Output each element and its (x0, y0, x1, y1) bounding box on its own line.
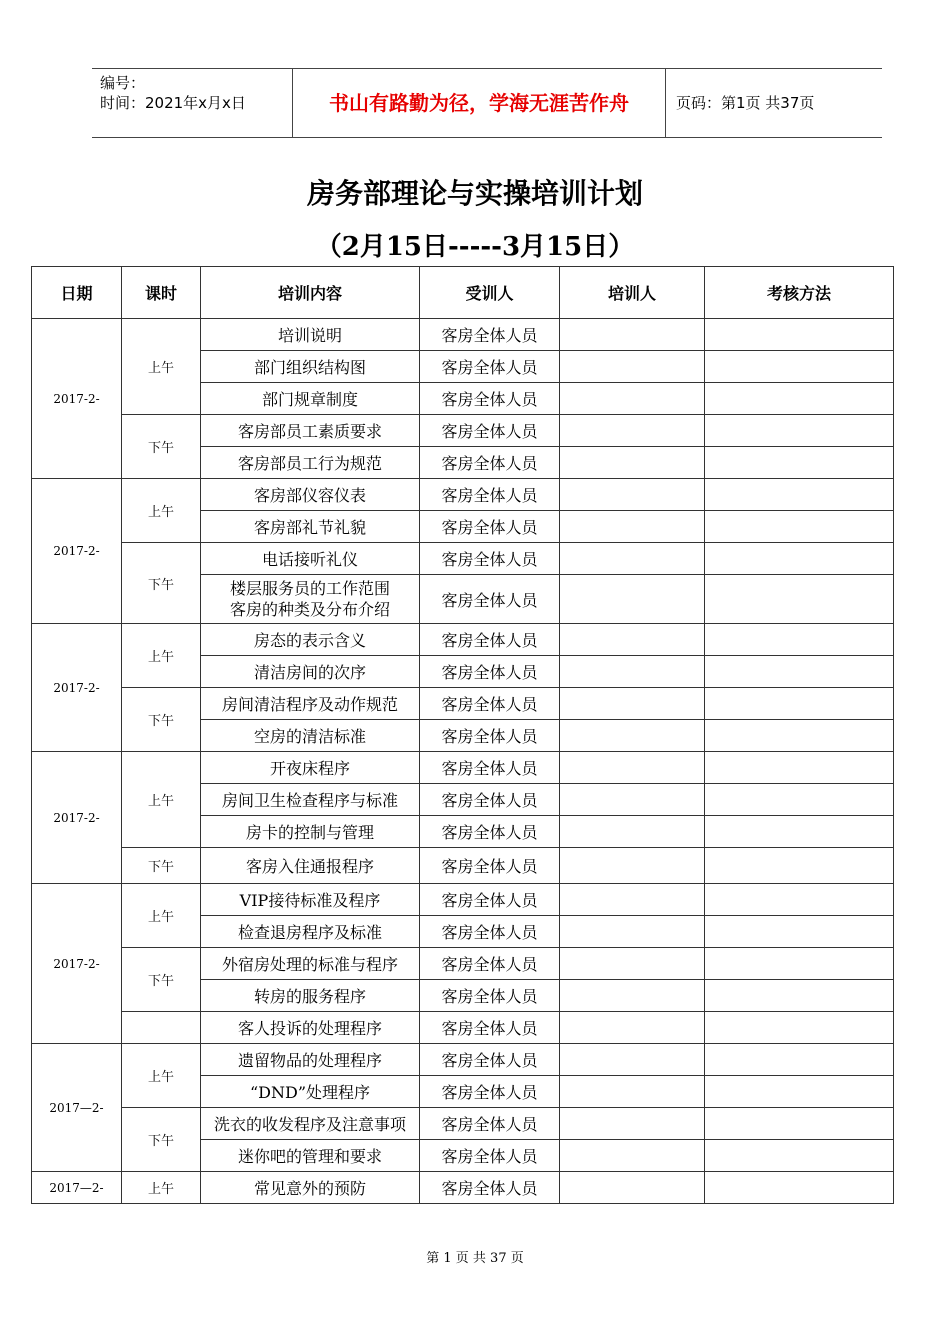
period-cell: 上午 (122, 752, 201, 848)
assessment-cell (705, 816, 894, 848)
period-cell: 下午 (122, 688, 201, 752)
table-row (32, 415, 894, 447)
content-cell: 电话接听礼仪 (201, 543, 420, 575)
assessment-cell (705, 784, 894, 816)
content-cell: 转房的服务程序 (201, 980, 420, 1012)
period-cell: 上午 (122, 319, 201, 415)
trainer-cell (560, 1044, 705, 1076)
content-cell: 洗衣的收发程序及注意事项 (201, 1108, 420, 1140)
column-header-assessment: 考核方法 (705, 267, 894, 319)
content-cell: 常见意外的预防 (201, 1172, 420, 1204)
trainee-cell: 客房全体人员 (420, 816, 560, 848)
date-cell: 2017—2- (32, 1044, 122, 1172)
content-cell: 客人投诉的处理程序 (201, 1012, 420, 1044)
trainee-cell: 客房全体人员 (420, 1108, 560, 1140)
trainer-cell (560, 980, 705, 1012)
assessment-cell (705, 848, 894, 884)
trainer-cell (560, 916, 705, 948)
period-cell: 下午 (122, 948, 201, 1012)
date-cell: 2017-2- (32, 319, 122, 479)
content-cell: 空房的清洁标准 (201, 720, 420, 752)
trainer-cell (560, 884, 705, 916)
assessment-cell (705, 948, 894, 980)
trainee-cell: 客房全体人员 (420, 1044, 560, 1076)
training-plan-table (31, 266, 894, 1204)
trainee-cell: 客房全体人员 (420, 319, 560, 351)
table-row (32, 543, 894, 575)
trainer-cell (560, 511, 705, 543)
assessment-cell (705, 415, 894, 447)
period-cell: 下午 (122, 848, 201, 884)
trainer-cell (560, 447, 705, 479)
trainee-cell: 客房全体人员 (420, 1012, 560, 1044)
assessment-cell (705, 980, 894, 1012)
column-header-content: 培训内容 (201, 267, 420, 319)
trainee-cell: 客房全体人员 (420, 688, 560, 720)
trainer-cell (560, 351, 705, 383)
assessment-cell (705, 1044, 894, 1076)
assessment-cell (705, 575, 894, 624)
content-cell: 房卡的控制与管理 (201, 816, 420, 848)
trainee-cell: 客房全体人员 (420, 916, 560, 948)
content-cell: “DND”处理程序 (201, 1076, 420, 1108)
assessment-cell (705, 624, 894, 656)
header-info (100, 73, 290, 113)
content-cell: 房间清洁程序及动作规范 (201, 688, 420, 720)
content-line: 客房的种类及分布介绍 (229, 600, 390, 619)
content-cell: 客房部礼节礼貌 (201, 511, 420, 543)
header-divider (665, 69, 666, 137)
content-cell: 培训说明 (201, 319, 420, 351)
content-cell: 开夜床程序 (201, 752, 420, 784)
table-row (32, 479, 894, 511)
period-cell: 上午 (122, 624, 201, 688)
content-cell: VIP接待标准及程序 (201, 884, 420, 916)
assessment-cell (705, 1172, 894, 1204)
document-number-label: 编号： (100, 74, 146, 92)
trainer-cell (560, 543, 705, 575)
trainer-cell (560, 479, 705, 511)
column-header-period: 课时 (122, 267, 201, 319)
table-row (32, 688, 894, 720)
trainer-cell (560, 848, 705, 884)
table-row (32, 1044, 894, 1076)
column-header-date: 日期 (32, 267, 122, 319)
trainee-cell: 客房全体人员 (420, 575, 560, 624)
header-page-number: 页码：第1页 共37页 (676, 94, 815, 112)
period-cell: 上午 (122, 479, 201, 543)
trainer-cell (560, 575, 705, 624)
table-row (32, 1172, 894, 1204)
trainee-cell: 客房全体人员 (420, 980, 560, 1012)
content-cell: 迷你吧的管理和要求 (201, 1140, 420, 1172)
trainer-cell (560, 784, 705, 816)
assessment-cell (705, 319, 894, 351)
content-line: 楼层服务员的工作范围 (229, 579, 390, 598)
assessment-cell (705, 1108, 894, 1140)
trainee-cell: 客房全体人员 (420, 848, 560, 884)
trainee-cell: 客房全体人员 (420, 479, 560, 511)
content-cell: 部门规章制度 (201, 383, 420, 415)
assessment-cell (705, 916, 894, 948)
assessment-cell (705, 351, 894, 383)
trainer-cell (560, 415, 705, 447)
table-row (32, 848, 894, 884)
assessment-cell (705, 1140, 894, 1172)
content-cell: 遗留物品的处理程序 (201, 1044, 420, 1076)
document-time-label: 时间：2021年x月x日 (100, 94, 246, 112)
table-row (32, 1108, 894, 1140)
trainee-cell: 客房全体人员 (420, 948, 560, 980)
content-cell: 房间卫生检查程序与标准 (201, 784, 420, 816)
content-cell: 检查退房程序及标准 (201, 916, 420, 948)
trainer-cell (560, 656, 705, 688)
table-row (32, 948, 894, 980)
assessment-cell (705, 543, 894, 575)
content-cell: 客房部员工行为规范 (201, 447, 420, 479)
assessment-cell (705, 884, 894, 916)
column-header-trainee: 受训人 (420, 267, 560, 319)
assessment-cell (705, 447, 894, 479)
trainee-cell: 客房全体人员 (420, 784, 560, 816)
date-cell: 2017-2- (32, 479, 122, 624)
trainee-cell: 客房全体人员 (420, 1076, 560, 1108)
trainer-cell (560, 1172, 705, 1204)
trainee-cell: 客房全体人员 (420, 511, 560, 543)
trainee-cell: 客房全体人员 (420, 351, 560, 383)
content-cell: 客房部仪容仪表 (201, 479, 420, 511)
document-title: 房务部理论与实操培训计划 (306, 177, 643, 210)
trainer-cell (560, 948, 705, 980)
page-header (92, 68, 882, 138)
header-motto: 书山有路勤为径，学海无涯苦作舟 (329, 91, 629, 115)
trainee-cell: 客房全体人员 (420, 1172, 560, 1204)
assessment-cell (705, 656, 894, 688)
trainee-cell: 客房全体人员 (420, 720, 560, 752)
trainer-cell (560, 1076, 705, 1108)
table-row (32, 319, 894, 351)
trainee-cell: 客房全体人员 (420, 752, 560, 784)
trainer-cell (560, 383, 705, 415)
trainer-cell (560, 1140, 705, 1172)
trainer-cell (560, 816, 705, 848)
table-row (32, 752, 894, 784)
trainer-cell (560, 1012, 705, 1044)
content-cell: 客房入住通报程序 (201, 848, 420, 884)
date-cell: 2017-2- (32, 752, 122, 884)
date-cell: 2017-2- (32, 624, 122, 752)
period-cell: 上午 (122, 1044, 201, 1108)
table-row (32, 624, 894, 656)
trainee-cell: 客房全体人员 (420, 884, 560, 916)
period-cell: 下午 (122, 415, 201, 479)
assessment-cell (705, 688, 894, 720)
content-cell: 部门组织结构图 (201, 351, 420, 383)
table-row (32, 1012, 894, 1044)
period-cell: 下午 (122, 543, 201, 624)
trainer-cell (560, 688, 705, 720)
assessment-cell (705, 1012, 894, 1044)
trainer-cell (560, 720, 705, 752)
trainee-cell: 客房全体人员 (420, 1140, 560, 1172)
table-row (32, 884, 894, 916)
trainee-cell: 客房全体人员 (420, 447, 560, 479)
assessment-cell (705, 720, 894, 752)
period-cell: 上午 (122, 884, 201, 948)
assessment-cell (705, 752, 894, 784)
content-cell: 清洁房间的次序 (201, 656, 420, 688)
trainee-cell: 客房全体人员 (420, 656, 560, 688)
assessment-cell (705, 511, 894, 543)
period-cell (122, 1012, 201, 1044)
trainer-cell (560, 752, 705, 784)
assessment-cell (705, 479, 894, 511)
content-cell: 外宿房处理的标准与程序 (201, 948, 420, 980)
trainee-cell: 客房全体人员 (420, 624, 560, 656)
page-footer: 第 1 页 共 37 页 (426, 1251, 524, 1266)
date-cell: 2017-2- (32, 884, 122, 1044)
content-cell (201, 575, 420, 624)
trainer-cell (560, 1108, 705, 1140)
trainee-cell: 客房全体人员 (420, 543, 560, 575)
trainee-cell: 客房全体人员 (420, 415, 560, 447)
column-header-trainer: 培训人 (560, 267, 705, 319)
period-cell: 下午 (122, 1108, 201, 1172)
assessment-cell (705, 1076, 894, 1108)
content-cell: 客房部员工素质要求 (201, 415, 420, 447)
trainer-cell (560, 624, 705, 656)
trainer-cell (560, 319, 705, 351)
trainee-cell: 客房全体人员 (420, 383, 560, 415)
date-cell: 2017—2- (32, 1172, 122, 1204)
assessment-cell (705, 383, 894, 415)
table-header-row (32, 267, 894, 319)
content-cell: 房态的表示含义 (201, 624, 420, 656)
document-subtitle: （2月15日-----3月15日） (315, 232, 635, 262)
period-cell: 上午 (122, 1172, 201, 1204)
